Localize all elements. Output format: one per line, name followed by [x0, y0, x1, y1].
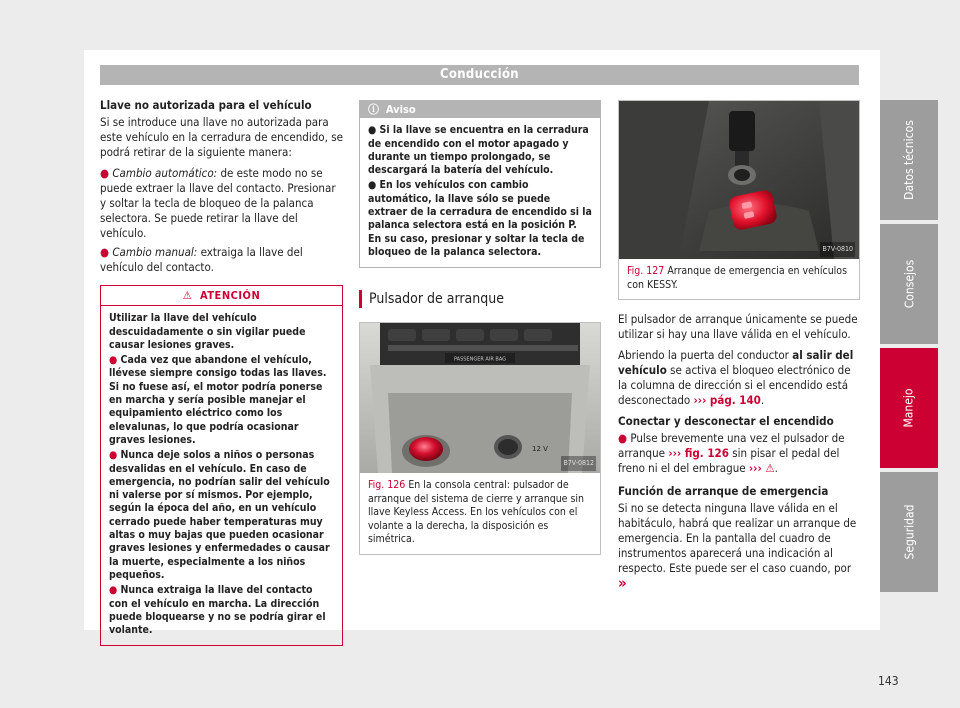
- figure-number: Fig. 126: [368, 479, 406, 492]
- text: Abriendo la puerta del conductor: [618, 348, 793, 362]
- figure-126: [359, 322, 601, 555]
- tab-label: Manejo: [902, 388, 916, 428]
- warning-item: [109, 449, 334, 582]
- tab-seguridad[interactable]: [880, 472, 938, 592]
- warning-intro: Utilizar la llave del vehículo descuidadamente o sin vigilar puede causar lesiones graves.: [109, 312, 306, 351]
- warning-title: ATENCIÓN: [200, 289, 261, 302]
- bullet-icon: ●: [100, 166, 110, 180]
- text: .: [760, 393, 765, 407]
- subheading-ignition: Conectar y desconectar el encendido: [618, 414, 834, 428]
- bullet-icon: ●: [109, 584, 121, 597]
- figure-caption: [619, 259, 859, 299]
- note-body: [360, 118, 600, 267]
- note-item-text: Si la llave se encuentra en la cerradura de encendido con el motor apagado y durante un tiempo prolongado, se descargará la batería del vehículo.: [368, 124, 589, 177]
- bullet-text: extraiga la llave del vehículo del contacto.: [100, 245, 303, 274]
- bold-text: al salir del vehículo: [618, 348, 854, 377]
- tab-manejo[interactable]: [880, 348, 938, 468]
- bullet-manual: [100, 245, 343, 275]
- text: se activa el bloqueo electrónico de la columna de dirección si el encendido está desconectado: [618, 363, 851, 407]
- note-item: [368, 124, 592, 177]
- figure-image-start-button: [360, 323, 600, 473]
- bullet-label: Cambio manual:: [112, 245, 198, 259]
- column-1: [100, 98, 343, 646]
- warning-triangle-icon: ⚠: [182, 289, 193, 302]
- tab-label: Consejos: [902, 259, 916, 309]
- bullet-icon: ●: [618, 431, 628, 445]
- page-reference-link[interactable]: ››› pág. 140: [693, 393, 761, 407]
- warning-item-text: Cada vez que abandone el vehículo, llévese siempre consigo todas las llaves. Si no fuese así, el motor podría ponerse en marcha y sería posible manejar el equipamiento eléctrico como los elevalunas, lo que podría ocasionar graves lesiones.: [109, 354, 327, 446]
- bullet-icon: ●: [109, 354, 121, 367]
- tab-consejos[interactable]: [880, 224, 938, 344]
- text: Si no se detecta ninguna llave válida en el habitáculo, habrá que realizar un arranque de emergencia. En la pantalla del cuadro de instrumentos aparecerá una indicación al respecto. Este puede ser el caso cuando, por: [618, 501, 857, 575]
- note-header: [360, 101, 600, 118]
- figure-caption: [360, 473, 600, 554]
- info-icon: ⓘ: [368, 103, 379, 116]
- page-number: 143: [878, 674, 899, 688]
- warning-box: [100, 285, 343, 646]
- warning-header: [101, 286, 342, 306]
- bullet-icon: ●: [100, 245, 110, 259]
- section-title: Pulsador de arranque: [359, 290, 601, 308]
- warning-triangle-icon: ⚠: [765, 461, 775, 475]
- subheading-emergency: Función de arranque de emergencia: [618, 484, 829, 498]
- key-illustration: [619, 101, 859, 259]
- paragraph-1: El pulsador de arranque únicamente se puede utilizar si hay una llave válida en el vehículo.: [618, 312, 858, 341]
- figure-image-emergency-start: [619, 101, 859, 259]
- tab-datos-tecnicos[interactable]: [880, 100, 938, 220]
- reference-arrows: ›››: [748, 461, 762, 475]
- figure-number: Fig. 127: [627, 265, 665, 277]
- continue-arrow-icon: »: [618, 574, 627, 592]
- warning-body: [101, 306, 342, 645]
- bullet-icon: ●: [368, 124, 380, 137]
- section-heading: Llave no autorizada para el vehículo: [100, 98, 312, 112]
- tab-label: Datos técnicos: [902, 120, 917, 200]
- text: Pulse brevemente una vez el pulsador de arranque: [618, 431, 845, 460]
- page-header: Conducción: [100, 65, 859, 85]
- column-3: [618, 100, 860, 598]
- paragraph-3: [618, 501, 860, 592]
- warning-item-text: Nunca extraiga la llave del contacto con el vehículo en marcha. La dirección puede bloquearse y no se podría girar el volante.: [109, 584, 326, 637]
- note-item: [368, 179, 592, 259]
- paragraph-2: [618, 348, 860, 408]
- image-code: B7V-0810: [820, 242, 855, 257]
- figure-reference-link[interactable]: ››› fig. 126: [668, 446, 729, 460]
- console-illustration: [360, 323, 600, 473]
- warning-reference-link[interactable]: [749, 461, 775, 475]
- text: .: [774, 461, 778, 475]
- figure-127: [618, 100, 860, 300]
- intro-paragraph: Si se introduce una llave no autorizada para este vehículo en la cerradura de encendido, se podrá retirar de la siguiente manera:: [100, 115, 343, 159]
- bullet-label: Cambio automático:: [112, 166, 218, 180]
- panel-label: PASSENGER AIR BAG: [453, 356, 507, 363]
- bullet-text: de este modo no se puede extraer la llave del contacto. Presionar y soltar la tecla de bloqueo de la palanca selectora. Se puede retirar la llave del vehículo.: [100, 166, 336, 240]
- socket-label: 12 V: [532, 445, 548, 454]
- caption-text: En la consola central: pulsador de arranque del sistema de cierre y arranque sin llave Keyless Access. En los vehículos con el volante a la derecha, la disposición es simétrica.: [368, 479, 585, 546]
- caption-text: Arranque de emergencia en vehículos con KESSY.: [627, 265, 848, 291]
- bullet-ignition: [618, 431, 860, 476]
- text: sin pisar el pedal del freno ni el del embrague: [618, 446, 840, 475]
- column-2: [359, 100, 601, 555]
- warning-item: [109, 584, 334, 637]
- tab-label: Seguridad: [902, 504, 916, 560]
- image-code: B7V-0812: [561, 456, 596, 471]
- bullet-icon: ●: [109, 449, 121, 462]
- warning-item-text: Nunca deje solos a niños o personas desvalidas en el vehículo. En caso de emergencia, no podrían salir del vehículo ni valerse por sí mismos. Por ejemplo, según la época del año, en un vehículo cerrado puede haber temperaturas muy altas o muy bajas que pueden ocasionar graves lesiones y enfermedades o causar la muerte, especialmente a los niños pequeños.: [109, 449, 330, 581]
- note-box: [359, 100, 601, 268]
- bullet-icon: ●: [368, 179, 380, 192]
- note-item-text: En los vehículos con cambio automático, la llave sólo se puede extraer de la cerradura de encendido si la palanca selectora está en la posición P. En su caso, presionar y soltar la tecla de bloqueo de la palanca selectora.: [368, 179, 592, 258]
- note-title: Aviso: [385, 103, 416, 116]
- warning-item: [109, 354, 334, 447]
- bullet-automatic: [100, 166, 343, 241]
